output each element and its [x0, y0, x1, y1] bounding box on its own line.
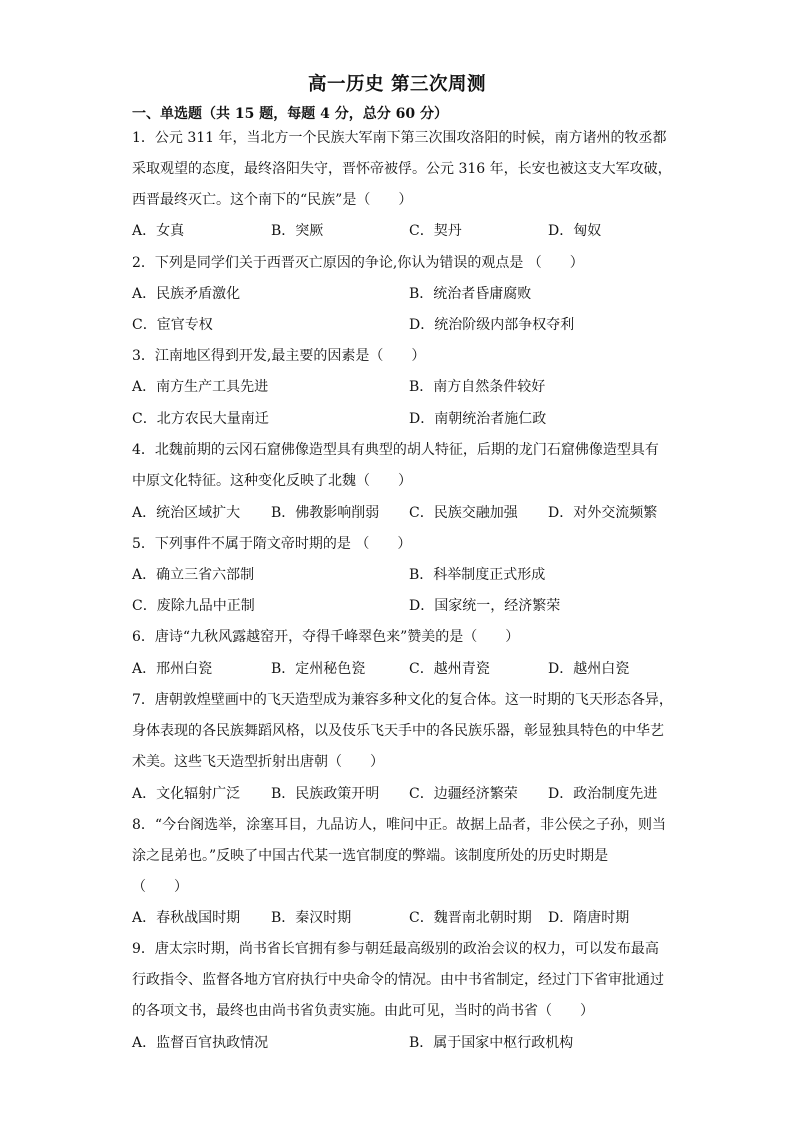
page-title: 高一历史 第三次周测 — [308, 74, 486, 95]
question-3-options-row2 — [132, 404, 672, 435]
question-9-options-row1 — [132, 1028, 672, 1059]
option-c: C．魏晋南北朝时期 — [409, 910, 532, 926]
option-b: B．民族政策开明 — [271, 786, 380, 802]
option-b: B．突厥 — [271, 223, 324, 239]
question-2-options-row2 — [132, 310, 672, 341]
option-d: D．南朝统治者施仁政 — [409, 411, 547, 427]
question-text-line: 5．下列事件不属于隋文帝时期的是 （ ） — [132, 536, 412, 552]
question-2-stem — [132, 248, 672, 279]
option-a: A．邢州白瓷 — [132, 661, 213, 677]
question-text-line: 行政指令、监督各地方官府执行中央命令的情况。由中书省制定，经过门下省审批通过 — [132, 972, 664, 989]
option-c: C．宦官专权 — [132, 317, 213, 333]
option-c: C．越州青瓷 — [409, 661, 490, 677]
option-a: A．春秋战国时期 — [132, 910, 241, 926]
question-text-line: 2．下列是同学们关于西晋灭亡原因的争论,你认为错误的观点是 （ ） — [132, 255, 584, 271]
option-b: B．属于国家中枢行政机构 — [409, 1035, 574, 1051]
question-text-line: 1．公元 311 年，当北方一个民族大军南下第三次围攻洛阳的时候，南方诸州的牧丞都 — [132, 130, 667, 146]
option-a: A．南方生产工具先进 — [132, 379, 269, 395]
question-text-line: 涂之昆弟也。”反映了中国古代某一选官制度的弊端。该制度所处的历史时期是 — [132, 848, 609, 865]
question-6-stem — [132, 622, 672, 653]
option-a: A．民族矛盾激化 — [132, 286, 241, 302]
question-text-line: （ ） — [132, 879, 188, 896]
option-a: A．确立三省六部制 — [132, 567, 255, 583]
option-a: A．监督百官执政情况 — [132, 1035, 269, 1051]
question-text-line: 西晋最终灭亡。这个南下的“民族”是（ ） — [132, 192, 413, 209]
option-c: C．废除九品中正制 — [132, 598, 255, 614]
option-c: C．边疆经济繁荣 — [409, 786, 518, 802]
option-d: D．越州白瓷 — [548, 661, 630, 677]
question-9-stem — [132, 934, 672, 1028]
question-text-line: 7．唐朝敦煌壁画中的飞天造型成为兼容多种文化的复合体。这一时期的飞天形态各异， — [132, 692, 673, 708]
question-4-options — [132, 498, 672, 529]
option-b: B．定州秘色瓷 — [271, 661, 366, 677]
option-d: D．对外交流频繁 — [548, 505, 658, 521]
option-a: A．统治区域扩大 — [132, 505, 241, 521]
question-text-line: 身体表现的各民族舞蹈风格，以及伎乐飞天手中的各民族乐器，彰显独具特色的中华艺 — [132, 723, 664, 740]
option-c: C．民族交融加强 — [409, 505, 518, 521]
question-3-options-row1 — [132, 372, 672, 403]
option-d: D．政治制度先进 — [548, 786, 658, 802]
option-b: B．佛教影响削弱 — [271, 505, 380, 521]
question-text-line: 4．北魏前期的云冈石窟佛像造型具有典型的胡人特征，后期的龙门石窟佛像造型具有 — [132, 442, 659, 458]
question-8-stem — [132, 810, 672, 904]
option-c: C．北方农民大量南迁 — [132, 411, 269, 427]
question-7-stem — [132, 685, 672, 779]
option-d: D．隋唐时期 — [548, 910, 630, 926]
question-1-stem — [132, 123, 672, 217]
question-text-line: 9．唐太宗时期，尚书省长官拥有参与朝廷最高级别的政治会议的权力，可以发布最高 — [132, 941, 659, 957]
question-5-stem — [132, 529, 672, 560]
question-8-options — [132, 903, 672, 934]
question-text-line: 8．“今台阁选举，涂塞耳目，九品访人，唯问中正。故据上品者，非公侯之子孙，则当 — [132, 817, 667, 833]
question-2-options-row1 — [132, 279, 672, 310]
option-b: B．科举制度正式形成 — [409, 567, 546, 583]
question-3-stem — [132, 341, 672, 372]
question-text-line: 采取观望的态度，最终洛阳失守，晋怀帝被俘。公元 316 年，长安也被这支大军攻破， — [132, 161, 672, 178]
option-d: D．统治阶级内部争权夺利 — [409, 317, 575, 333]
question-5-options-row2 — [132, 591, 672, 622]
option-c: C．契丹 — [409, 223, 462, 239]
question-text-line: 术美。这些飞天造型折射出唐朝（ ） — [132, 754, 384, 771]
question-7-options — [132, 779, 672, 810]
option-a: A．女真 — [132, 223, 185, 239]
question-text-line: 中原文化特征。这种变化反映了北魏（ ） — [132, 473, 412, 490]
question-text-line: 的各项文书，最终也由尚书省负责实施。由此可见，当时的尚书省（ ） — [132, 1003, 594, 1020]
question-5-options-row1 — [132, 560, 672, 591]
question-1-options — [132, 216, 672, 247]
option-a: A．文化辐射广泛 — [132, 786, 241, 802]
question-text-line: 3．江南地区得到开发,最主要的因素是（ ） — [132, 348, 426, 364]
option-b: B．统治者昏庸腐败 — [409, 286, 532, 302]
option-b: B．南方自然条件较好 — [409, 379, 546, 395]
question-4-stem — [132, 435, 672, 497]
question-6-options — [132, 654, 672, 685]
option-d: D．匈奴 — [548, 223, 602, 239]
question-text-line: 6．唐诗“九秋风露越窑开，夺得千峰翠色来”赞美的是（ ） — [132, 629, 520, 645]
option-b: B．秦汉时期 — [271, 910, 352, 926]
option-d: D．国家统一，经济繁荣 — [409, 598, 561, 614]
section-heading: 一、单选题（共 15 题，每题 4 分，总分 60 分） — [132, 106, 448, 122]
